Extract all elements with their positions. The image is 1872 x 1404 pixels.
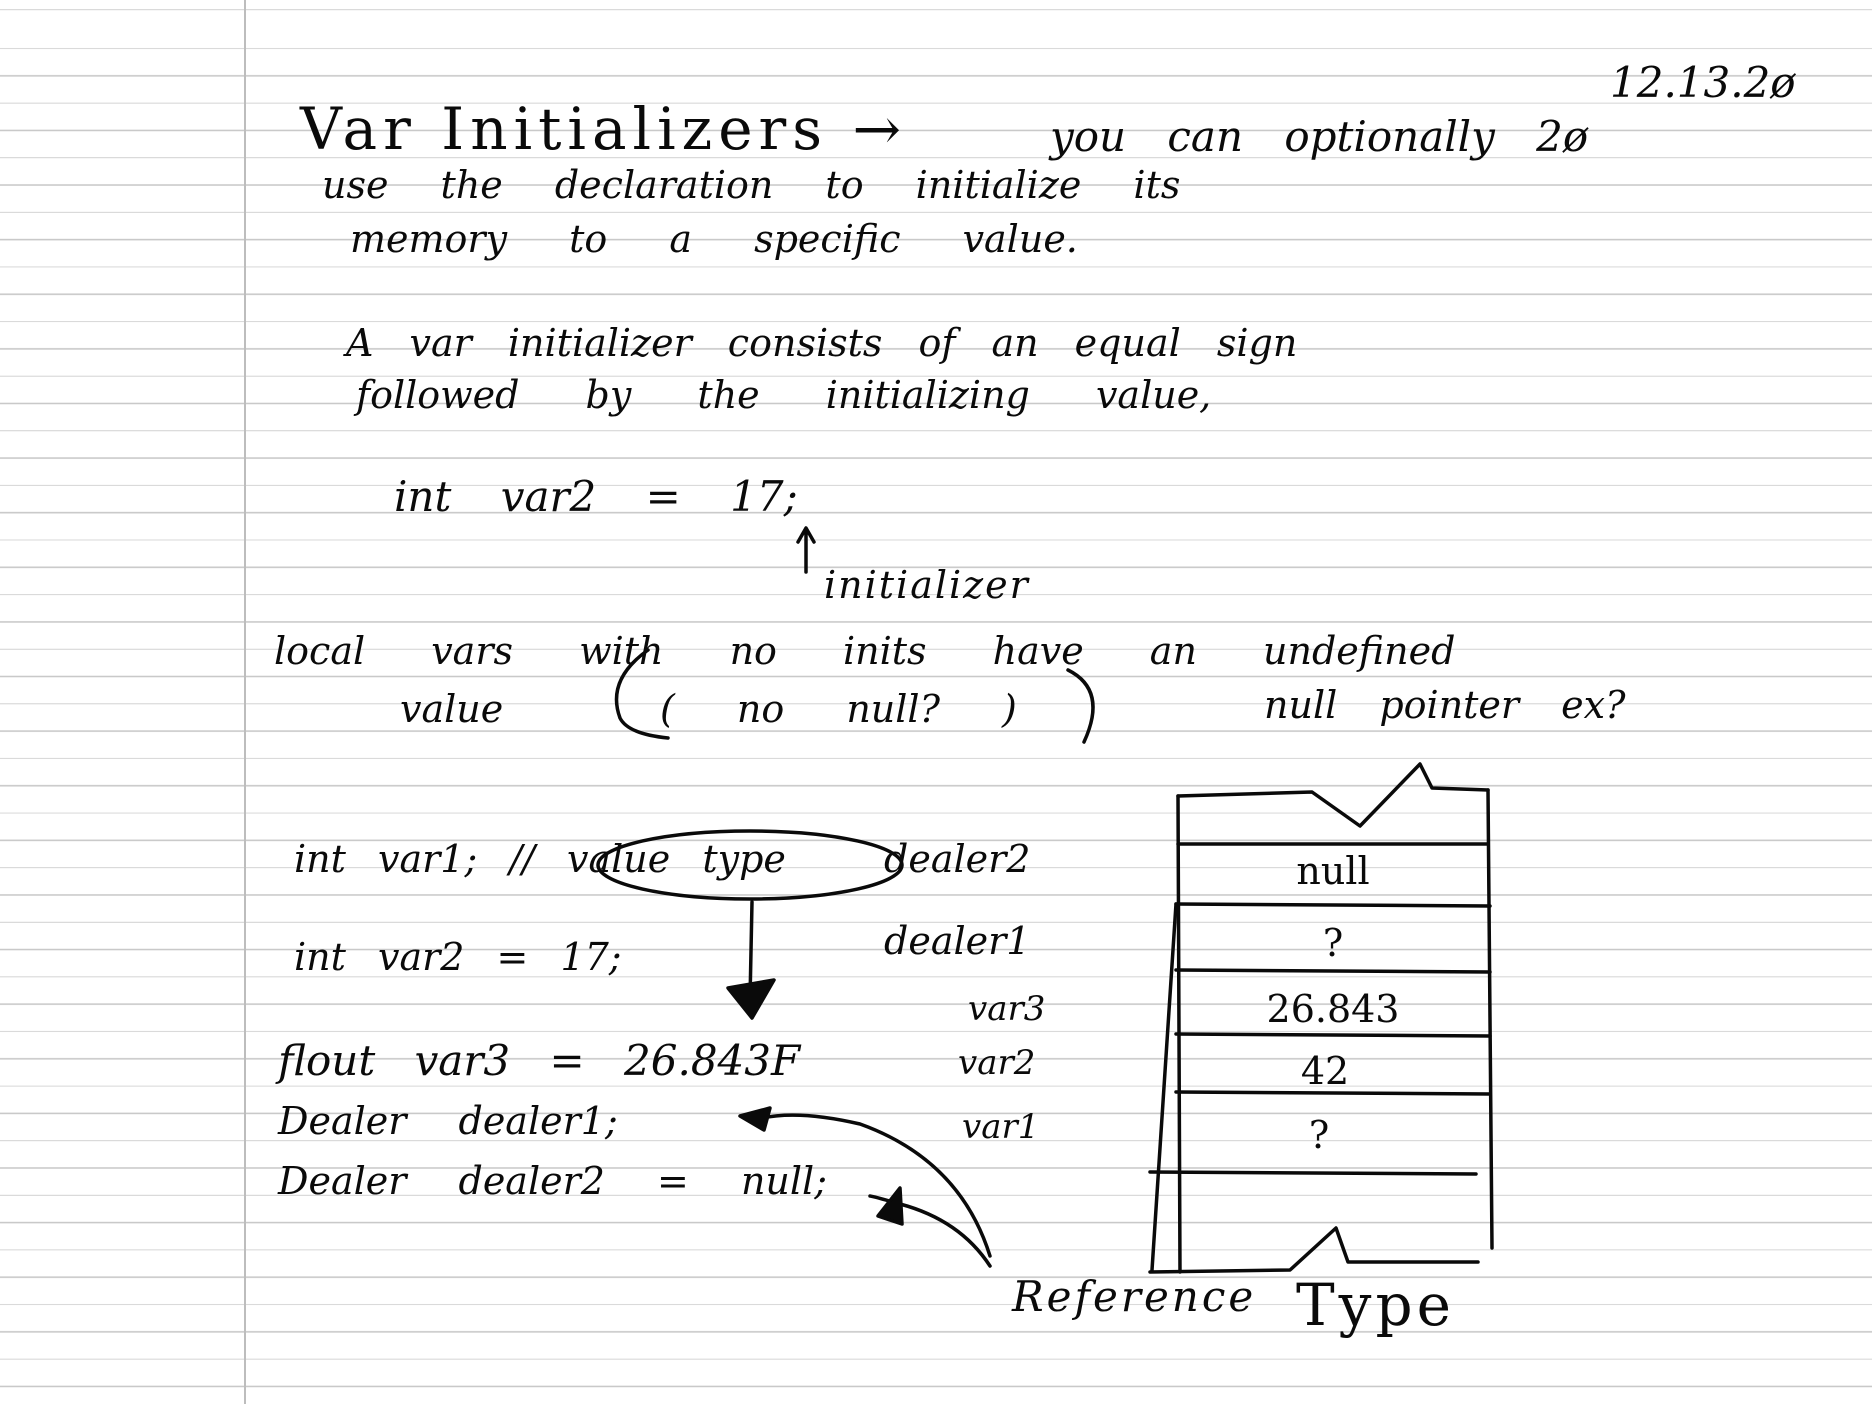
locals-rest: null pointer ex? — [1264, 683, 1626, 727]
row-line — [1176, 904, 1490, 906]
locals-paren-text: ( no null? ) — [660, 687, 1017, 731]
date: 12.13.2ø — [1610, 58, 1796, 107]
code-line-var2: int var2 = 17; — [294, 935, 622, 979]
row-line — [1176, 1034, 1490, 1036]
stack-cell-var2: 42 — [1300, 1049, 1350, 1093]
ref-arrow-2-head — [878, 1188, 902, 1224]
stack-cell-var3: 26.843 — [1266, 987, 1400, 1031]
stack-label-dealer1: dealer1 — [884, 919, 1031, 963]
definition-line2: followed by the initializing value, — [356, 373, 1212, 417]
code-line-var3: flout var3 = 26.843F — [278, 1036, 801, 1085]
code-line-var1: int var1; // value type — [294, 837, 786, 881]
code-line-dealer2: Dealer dealer2 = null; — [278, 1159, 828, 1203]
stack-label-var1: var1 — [962, 1107, 1040, 1147]
reference-label: Reference — [1012, 1272, 1257, 1321]
right-paren — [1068, 670, 1093, 742]
stack-label-dealer2: dealer2 — [884, 837, 1031, 881]
stack-label-var3: var3 — [968, 989, 1046, 1029]
row-line — [1176, 970, 1490, 972]
example-code: int var2 = 17; — [394, 472, 798, 521]
locals-line1: local vars with no inits have an undefined — [274, 629, 1456, 673]
initializer-label: initializer — [824, 563, 1030, 607]
row-line — [1150, 1172, 1476, 1174]
stack-cell-var1: ? — [1308, 1113, 1330, 1157]
stack-label-var2: var2 — [958, 1043, 1036, 1083]
stack-cell-dealer1: ? — [1322, 921, 1344, 965]
initializer-arrow — [798, 528, 814, 572]
value-type-arrowhead — [728, 980, 774, 1018]
ref-arrow-1-head — [740, 1108, 770, 1130]
locals-value: value — [400, 687, 504, 731]
intro-line3: memory to a specific value. — [350, 217, 1078, 261]
intro-line1-rest: you can optionally 2ø — [1050, 112, 1589, 161]
stack-cell-dealer2: null — [1296, 849, 1370, 893]
definition-line1: A var initializer consists of an equal sign — [346, 321, 1298, 365]
code-line-dealer1: Dealer dealer1; — [278, 1099, 618, 1143]
type-label: Type — [1296, 1271, 1455, 1339]
stack-box-bottom — [1150, 1228, 1478, 1272]
intro-line2: use the declaration to initialize its — [322, 163, 1181, 207]
section-title: Var Initializers → — [300, 95, 908, 163]
stack-box-top — [1178, 764, 1488, 826]
